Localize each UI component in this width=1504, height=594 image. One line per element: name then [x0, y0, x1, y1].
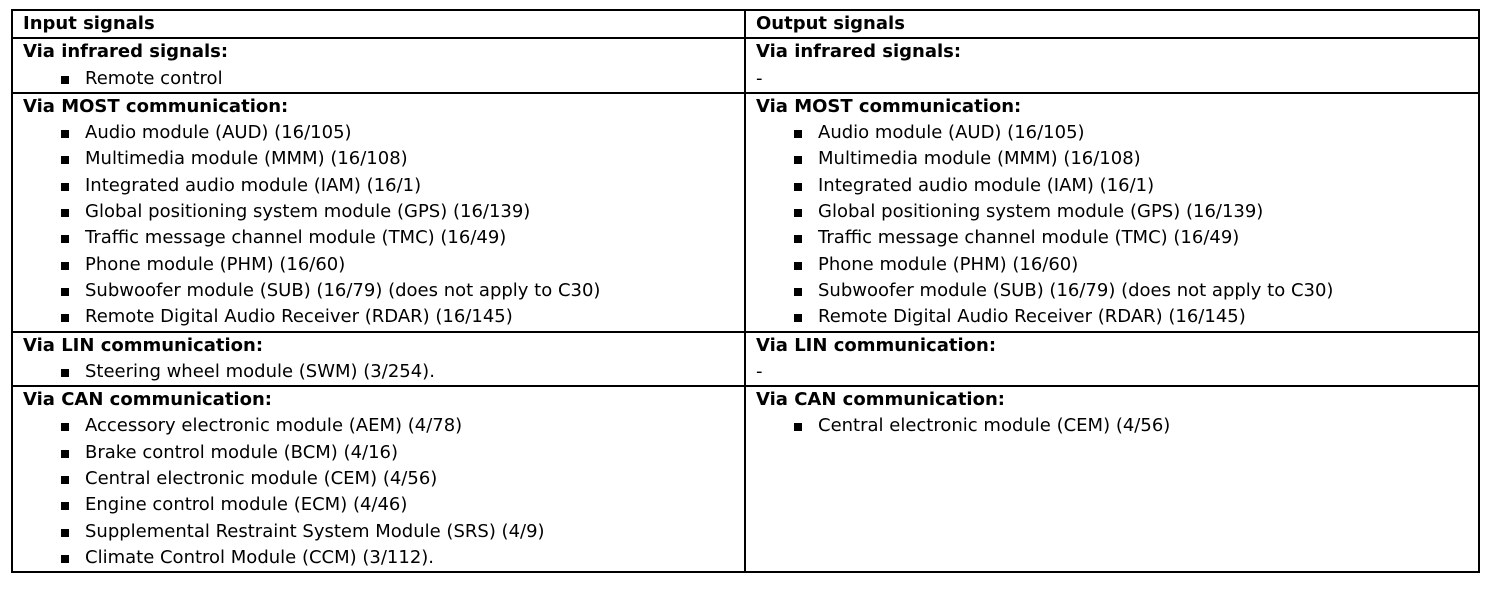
list-item-text: Phone module (PHM) (16/60) — [85, 253, 346, 275]
output-signals-header: Output signals — [745, 10, 1479, 38]
output-cell — [745, 386, 1479, 572]
square-bullet-icon — [61, 314, 69, 322]
list-item-text: Global positioning system module (GPS) (16/139) — [818, 201, 1264, 223]
input-cell — [12, 332, 745, 387]
list-item — [61, 199, 744, 225]
output-cell — [745, 332, 1479, 387]
square-bullet-icon — [794, 156, 802, 164]
section-title: Via infrared signals: — [23, 41, 229, 63]
list-item-text: Steering wheel module (SWM) (3/254). — [85, 360, 435, 382]
signals-body — [12, 38, 1479, 572]
list-item-text: Multimedia module (MMM) (16/108) — [85, 148, 408, 170]
list-item — [794, 225, 1478, 251]
section-title: Via MOST communication: — [23, 95, 289, 117]
list-item-text: Subwoofer module (SUB) (16/79) (does not apply to C30) — [818, 279, 1334, 301]
square-bullet-icon — [794, 183, 802, 191]
list-item-text: Remote Digital Audio Receiver (RDAR) (16/145) — [85, 306, 513, 328]
square-bullet-icon — [61, 476, 69, 484]
list-item — [61, 66, 744, 92]
list-item — [61, 173, 744, 199]
list-item-text: Integrated audio module (IAM) (16/1) — [818, 174, 1155, 196]
output-cell — [745, 93, 1479, 332]
table-row — [12, 332, 1479, 387]
list-item-text: Central electronic module (CEM) (4/56) — [85, 468, 438, 490]
empty-dash: - — [756, 360, 763, 382]
square-bullet-icon — [61, 130, 69, 138]
list-item — [61, 252, 744, 278]
table-row — [12, 386, 1479, 572]
list-item — [61, 492, 744, 518]
square-bullet-icon — [794, 130, 802, 138]
list-item — [61, 278, 744, 304]
list-item — [794, 199, 1478, 225]
input-cell — [12, 38, 745, 93]
input-cell — [12, 386, 745, 572]
input-cell — [12, 93, 745, 332]
list-item — [61, 519, 744, 545]
list-item-text: Integrated audio module (IAM) (16/1) — [85, 174, 422, 196]
section-title: Via LIN communication: — [23, 334, 264, 356]
list-item — [61, 146, 744, 172]
table-row — [12, 93, 1479, 332]
square-bullet-icon — [794, 262, 802, 270]
square-bullet-icon — [61, 76, 69, 84]
list-item — [794, 173, 1478, 199]
list-item — [794, 304, 1478, 330]
list-item-text: Accessory electronic module (AEM) (4/78) — [85, 415, 463, 437]
list-item-text: Global positioning system module (GPS) (16/139) — [85, 201, 531, 223]
list-item — [794, 278, 1478, 304]
list-item — [794, 413, 1478, 439]
list-item — [61, 440, 744, 466]
list-item-text: Remote control — [85, 67, 223, 89]
list-item-text: Brake control module (BCM) (4/16) — [85, 441, 399, 463]
square-bullet-icon — [61, 156, 69, 164]
list-item-text: Multimedia module (MMM) (16/108) — [818, 148, 1141, 170]
module-list — [23, 66, 744, 92]
list-item — [61, 466, 744, 492]
list-item — [794, 252, 1478, 278]
empty-dash: - — [756, 67, 763, 89]
module-list — [23, 413, 744, 571]
square-bullet-icon — [794, 314, 802, 322]
square-bullet-icon — [794, 423, 802, 431]
list-item-text: Supplemental Restraint System Module (SRS) (4/9) — [85, 520, 545, 542]
section-title: Via CAN communication: — [756, 389, 1005, 411]
list-item — [61, 225, 744, 251]
section-title: Via CAN communication: — [23, 389, 272, 411]
module-list — [756, 120, 1478, 330]
list-item-text: Climate Control Module (CCM) (3/112). — [85, 546, 435, 568]
square-bullet-icon — [794, 288, 802, 296]
square-bullet-icon — [61, 288, 69, 296]
list-item-text: Subwoofer module (SUB) (16/79) (does not apply to C30) — [85, 279, 601, 301]
list-item — [794, 120, 1478, 146]
module-list — [23, 359, 744, 385]
list-item-text: Remote Digital Audio Receiver (RDAR) (16/145) — [818, 306, 1246, 328]
signals-table — [11, 9, 1480, 573]
square-bullet-icon — [794, 235, 802, 243]
header-row — [12, 10, 1479, 38]
list-item-text: Audio module (AUD) (16/105) — [85, 122, 352, 144]
list-item-text: Engine control module (ECM) (4/46) — [85, 494, 408, 516]
square-bullet-icon — [61, 502, 69, 510]
list-item-text: Audio module (AUD) (16/105) — [818, 122, 1085, 144]
list-item — [794, 146, 1478, 172]
square-bullet-icon — [61, 262, 69, 270]
list-item-text: Traffic message channel module (TMC) (16/49) — [818, 227, 1240, 249]
module-list — [756, 413, 1478, 439]
square-bullet-icon — [61, 369, 69, 377]
square-bullet-icon — [61, 235, 69, 243]
list-item — [61, 304, 744, 330]
list-item — [61, 359, 744, 385]
list-item-text: Phone module (PHM) (16/60) — [818, 253, 1079, 275]
list-item — [61, 120, 744, 146]
list-item-text: Traffic message channel module (TMC) (16/49) — [85, 227, 507, 249]
square-bullet-icon — [794, 209, 802, 217]
table-row — [12, 38, 1479, 93]
square-bullet-icon — [61, 555, 69, 563]
square-bullet-icon — [61, 423, 69, 431]
input-signals-header: Input signals — [12, 10, 745, 38]
list-item — [61, 413, 744, 439]
square-bullet-icon — [61, 183, 69, 191]
section-title: Via infrared signals: — [756, 41, 962, 63]
square-bullet-icon — [61, 450, 69, 458]
section-title: Via MOST communication: — [756, 95, 1022, 117]
section-title: Via LIN communication: — [756, 334, 997, 356]
list-item-text: Central electronic module (CEM) (4/56) — [818, 415, 1171, 437]
output-cell — [745, 38, 1479, 93]
square-bullet-icon — [61, 529, 69, 537]
square-bullet-icon — [61, 209, 69, 217]
module-list — [23, 120, 744, 330]
list-item — [61, 545, 744, 571]
